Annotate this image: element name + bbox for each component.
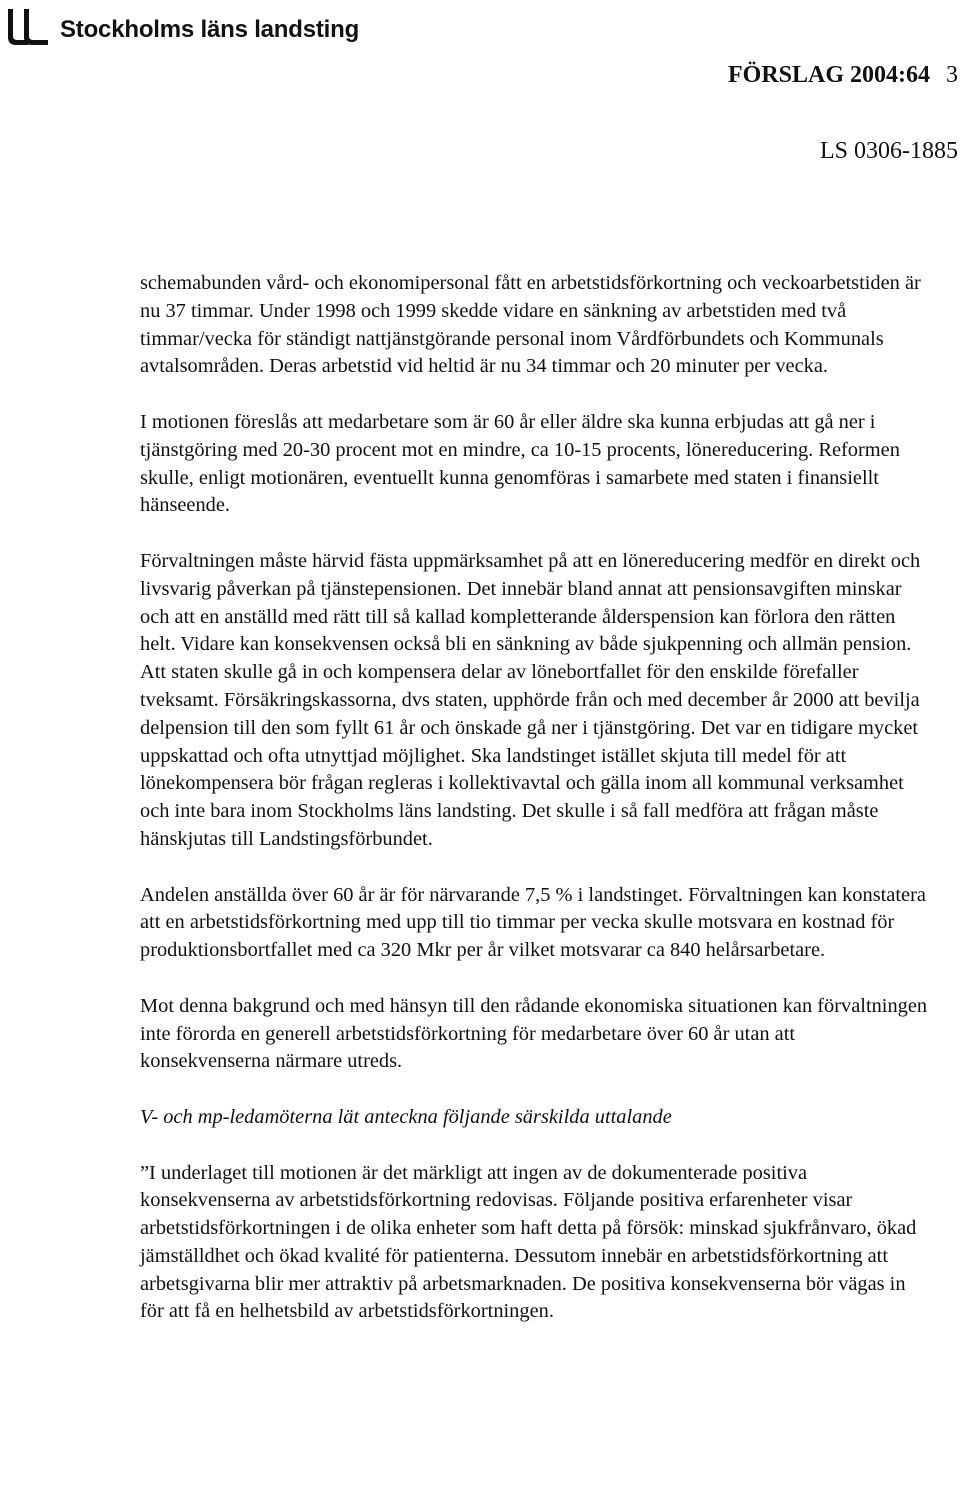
sll-logo-icon [4,7,56,49]
paragraph: Andelen anställda över 60 år är för närvarande 7,5 % i landstinget. Förvaltningen kan konstatera att en arbetstidsförkortning med upp till tio timmar per vecka skulle motsvara en kostnad för produktionsbortfallet med ca 320 Mkr per år vilket motsvarar ca 840 helårsarbetare. [140,883,926,962]
paragraph: I motionen föreslås att medarbetare som är 60 år eller äldre ska kunna erbjudas att gå ner i tjänstgöring med 20-30 procent mot en mindre, ca 10-15 procents, lönereducering. Reformen skulle, enligt motionären, eventuellt kunna genomföras i samarbete med staten i finansiellt hänseende. [140,410,900,517]
section-heading: V- och mp-ledamöterna lät anteckna följande särskilda uttalande [140,1105,672,1128]
paragraph: Mot denna bakgrund och med hänsyn till den rådande ekonomiska situationen kan förvaltningen inte förorda en generell arbetstidsförkortning för medarbetare över 60 år utan att konsekvenserna närmare utreds. [140,994,928,1073]
page-number: 3 [946,62,958,88]
org-logo [4,6,359,50]
paragraph: Förvaltningen måste härvid fästa uppmärksamhet på att en lönereducering medför en direkt och livsvarig påverkan på tjänstepensionen. Det innebär bland annat att pensionsavgiften minskar och att en anställd med rätt till så kallad kompletterande ålderspension kan förlora den rätten helt. Vidare kan konsekvensen också bli en sänkning av både sjukpenning och allmän pension. Att staten skulle gå in och kompensera delar av lönebortfallet för den enskilde förefaller tveksamt. Försäkringskassorna, dvs staten, upphörde från och med december år 2000 att bevilja delpension till den som fyllt 61 år och önskade gå ner i tjänstgöring. Det var en tidigare mycket uppskattad och ofta utnyttjad möjlighet. Ska landstinget istället skjuta till medel för att lönekompensera bör frågan regleras i kollektivavtal och gälla inom all kommunal verksamhet och inte bara inom Stockholms läns landsting. Det skulle i så fall medföra att frågan måste hänskjutas till Landstingsförbundet. [140,549,921,850]
org-name: Stockholms läns landsting [60,16,360,43]
document-body [140,270,930,1326]
proposal-number: FÖRSLAG 2004:64 [727,62,930,88]
ls-number: LS 0306-1885 [820,138,958,164]
paragraph: schemabunden vård- och ekonomipersonal fått en arbetstidsförkortning och veckoarbetstiden är nu 37 timmar. Under 1998 och 1999 skedde vidare en sänkning av arbetstiden med två timmar/vecka för ständigt nattjänstgörande personal inom Vårdförbundets och Kommunals avtalsområden. Deras arbetstid vid heltid är nu 34 timmar och 20 minuter per vecka. [140,272,921,378]
quote-paragraph: ”I underlaget till motionen är det märkligt att ingen av de dokumenterade positiva konsekvenserna av arbetstidsförkortning redovisas. Följande positiva erfarenheter visar arbetstidsförkortningen i de olika enheter som haft detta på försök: minskad sjukfrånvaro, ökad jämställdhet och ökad kvalité för patienterna. Dessutom innebär en arbetstidsförkortning att arbetsgivarna blir mer attraktiv på arbetsmarknaden. De positiva konsekvenserna bör vägas in för att få en helhetsbild av arbetstidsförkortningen. [140,1161,917,1323]
